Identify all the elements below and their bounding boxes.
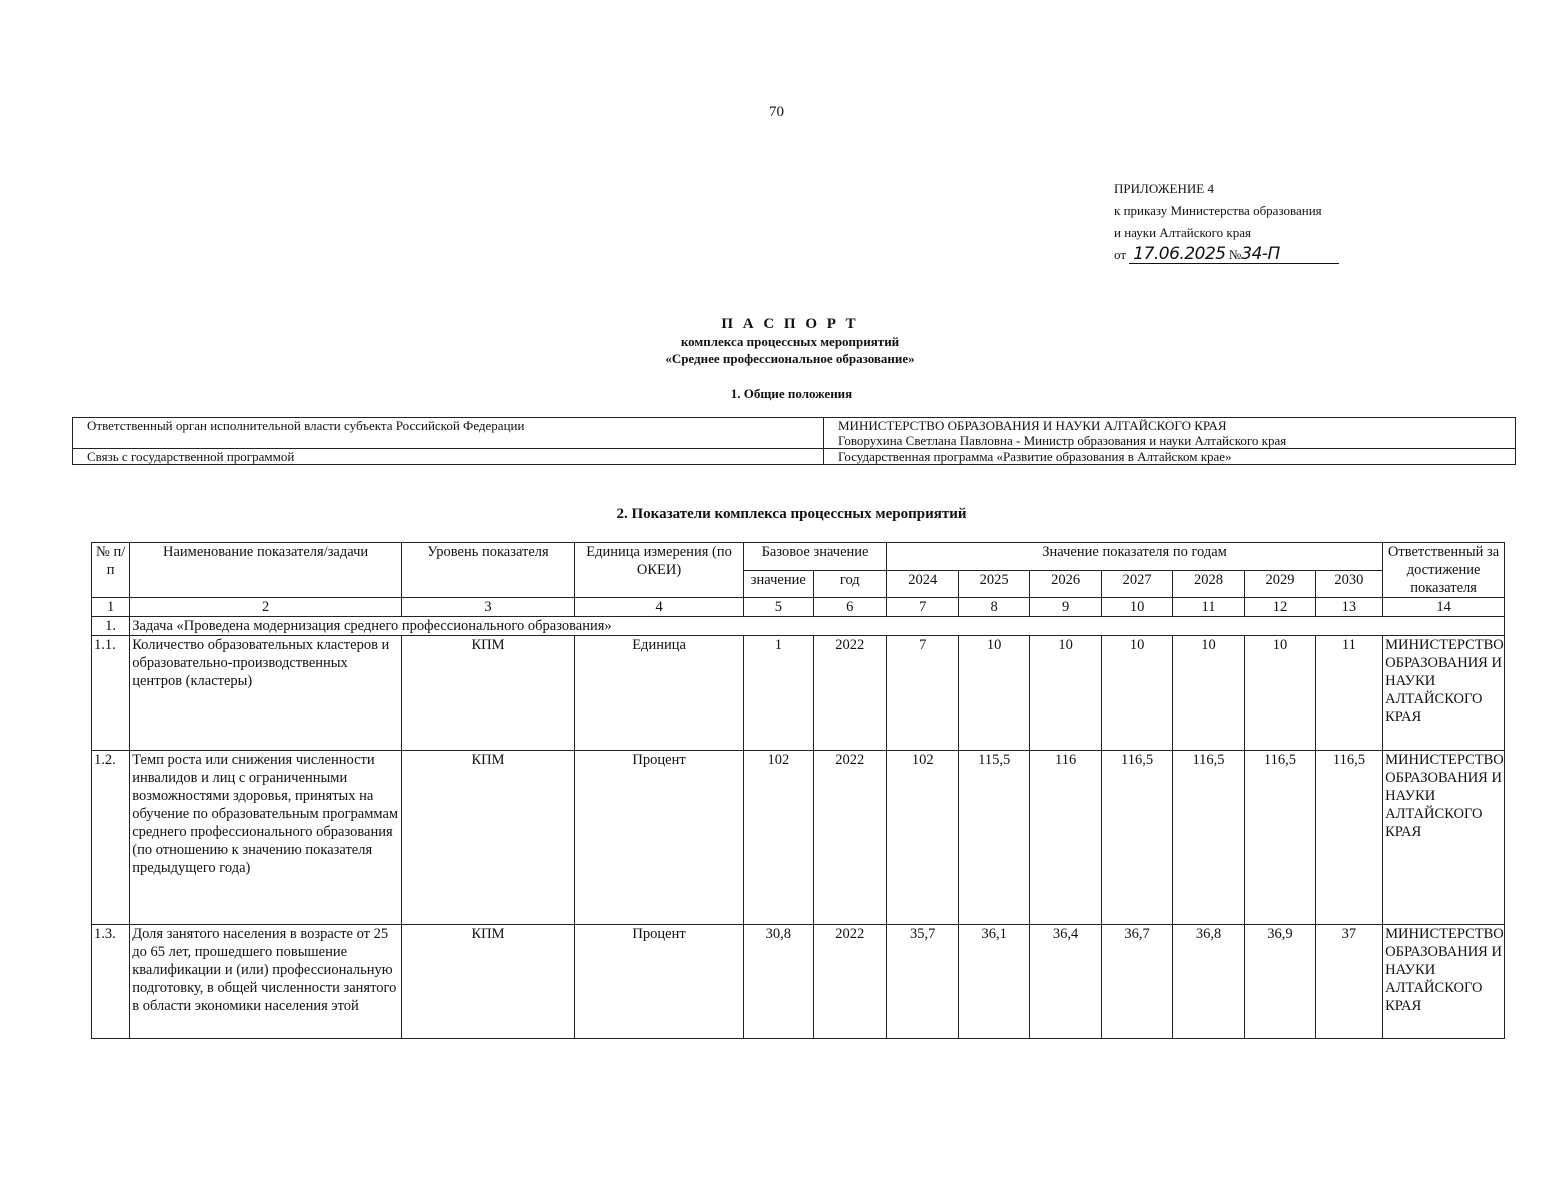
row-unit: Процент (575, 925, 744, 1039)
row-value: 102 (887, 751, 959, 925)
row-responsible: МИНИСТЕРСТВО ОБРАЗОВАНИЯ И НАУКИ АЛТАЙСКОГО КРАЯ (1383, 751, 1505, 925)
column-number: 7 (887, 598, 959, 617)
table-row (92, 751, 1505, 925)
order-date: 17.06.2025 (1133, 244, 1226, 264)
column-number: 14 (1383, 598, 1505, 617)
task-num: 1. (92, 617, 130, 636)
row-value: 116,5 (1102, 751, 1172, 925)
row-unit: Единица (575, 636, 744, 751)
column-number: 11 (1172, 598, 1244, 617)
column-number: 13 (1315, 598, 1382, 617)
date-from-label: от (1114, 247, 1127, 262)
order-number: 34-П (1241, 244, 1280, 264)
row-level: КПМ (401, 925, 574, 1039)
column-number: 3 (401, 598, 574, 617)
row-value: 36,8 (1172, 925, 1244, 1039)
header-year: 2026 (1029, 570, 1101, 598)
header-year: 2024 (887, 570, 959, 598)
table-row (73, 418, 1516, 449)
appendix-date-line (1114, 244, 1339, 266)
row-value: 10 (1172, 636, 1244, 751)
row-value: 10 (1102, 636, 1172, 751)
table-cell: Ответственный орган исполнительной власти субъекта Российской Федерации (73, 418, 824, 449)
row-num: 1.3. (92, 925, 130, 1039)
row-value: 37 (1315, 925, 1382, 1039)
column-number: 5 (744, 598, 813, 617)
row-value: 116,5 (1172, 751, 1244, 925)
row-value: 116,5 (1315, 751, 1382, 925)
header-year: 2027 (1102, 570, 1172, 598)
row-value: 11 (1315, 636, 1382, 751)
table-cell: Государственная программа «Развитие образования в Алтайском крае» (824, 449, 1516, 465)
appendix-ministry-line: и науки Алтайского края (1114, 225, 1251, 240)
row-unit: Процент (575, 751, 744, 925)
signature-underline (1129, 246, 1339, 264)
header-responsible: Ответственный за достижение показателя (1383, 543, 1505, 598)
section1-title: 1. Общие положения (730, 386, 853, 401)
column-number: 12 (1245, 598, 1315, 617)
row-value: 36,4 (1029, 925, 1101, 1039)
row-responsible: МИНИСТЕРСТВО ОБРАЗОВАНИЯ И НАУКИ АЛТАЙСКОГО КРАЯ (1383, 925, 1505, 1039)
row-level: КПМ (401, 751, 574, 925)
row-base-year: 2022 (813, 751, 886, 925)
header-year: 2025 (959, 570, 1029, 598)
row-name: Количество образовательных кластеров и образовательно-производственных центров (кластеры) (130, 636, 402, 751)
appendix-block (1114, 178, 1339, 266)
row-value: 36,7 (1102, 925, 1172, 1039)
row-name: Доля занятого населения в возрасте от 25 до 65 лет, прошедшего повышение квалификации и (или) профессиональную подготовку, в общей численности занятого в области экономики населения этой (130, 925, 402, 1039)
column-number: 9 (1029, 598, 1101, 617)
row-responsible: МИНИСТЕРСТВО ОБРАЗОВАНИЯ И НАУКИ АЛТАЙСКОГО КРАЯ (1383, 636, 1505, 751)
header-year: 2028 (1172, 570, 1244, 598)
header-by-years: Значение показателя по годам (887, 543, 1383, 571)
row-value: 35,7 (887, 925, 959, 1039)
row-value: 116,5 (1245, 751, 1315, 925)
order-number-label: № (1228, 247, 1242, 262)
header-num: № п/п (92, 543, 130, 598)
indicators-table (91, 542, 1505, 1039)
row-base-year: 2022 (813, 636, 886, 751)
column-number: 6 (813, 598, 886, 617)
row-value: 10 (1245, 636, 1315, 751)
row-num: 1.2. (92, 751, 130, 925)
header-row (92, 543, 1505, 571)
row-value: 10 (1029, 636, 1101, 751)
column-number: 2 (130, 598, 402, 617)
header-base-value: значение (744, 570, 813, 598)
header-level: Уровень показателя (401, 543, 574, 598)
row-value: 36,9 (1245, 925, 1315, 1039)
row-value: 36,1 (959, 925, 1029, 1039)
table-row (73, 449, 1516, 465)
ministry-name: МИНИСТЕРСТВО ОБРАЗОВАНИЯ И НАУКИ АЛТАЙСКОГО КРАЯ (838, 418, 1227, 433)
row-level: КПМ (401, 636, 574, 751)
column-number: 10 (1102, 598, 1172, 617)
row-value: 116 (1029, 751, 1101, 925)
table-cell: Связь с государственной программой (73, 449, 824, 465)
row-base-value: 102 (744, 751, 813, 925)
appendix-title: ПРИЛОЖЕНИЕ 4 (1114, 181, 1214, 196)
page-number: 70 (769, 104, 784, 120)
column-numbers-row (92, 598, 1505, 617)
header-name: Наименование показателя/задачи (130, 543, 402, 598)
passport-program-name: «Среднее профессиональное образование» (665, 351, 915, 366)
row-name: Темп роста или снижения численности инвалидов и лиц с ограниченными возможностями здоровья, принятых на обучение по образовательным программам среднего профессионального образования (по отношению к значению показателя предыдущего года) (130, 751, 402, 925)
table-cell (824, 418, 1516, 449)
header-year: 2029 (1245, 570, 1315, 598)
table-row (92, 636, 1505, 751)
passport-heading: П А С П О Р Т (721, 316, 859, 332)
appendix-order-line: к приказу Министерства образования (1114, 203, 1322, 218)
task-row (92, 617, 1505, 636)
row-base-value: 1 (744, 636, 813, 751)
section2-title: 2. Показатели комплекса процессных мероприятий (616, 506, 967, 522)
minister-name: Говорухина Светлана Павловна - Министр образования и науки Алтайского края (838, 433, 1287, 448)
row-base-value: 30,8 (744, 925, 813, 1039)
passport-subheading: комплекса процессных мероприятий (680, 334, 900, 349)
row-base-year: 2022 (813, 925, 886, 1039)
row-value: 7 (887, 636, 959, 751)
table-row (92, 925, 1505, 1039)
column-number: 8 (959, 598, 1029, 617)
header-base-year: год (813, 570, 886, 598)
row-value: 10 (959, 636, 1029, 751)
row-value: 115,5 (959, 751, 1029, 925)
column-number: 1 (92, 598, 130, 617)
header-unit: Единица измерения (по ОКЕИ) (575, 543, 744, 598)
header-base: Базовое значение (744, 543, 887, 571)
passport-title (0, 316, 1553, 367)
general-provisions-table (72, 417, 1516, 465)
header-year: 2030 (1315, 570, 1382, 598)
task-text: Задача «Проведена модернизация среднего профессионального образования» (130, 617, 1505, 636)
row-num: 1.1. (92, 636, 130, 751)
column-number: 4 (575, 598, 744, 617)
